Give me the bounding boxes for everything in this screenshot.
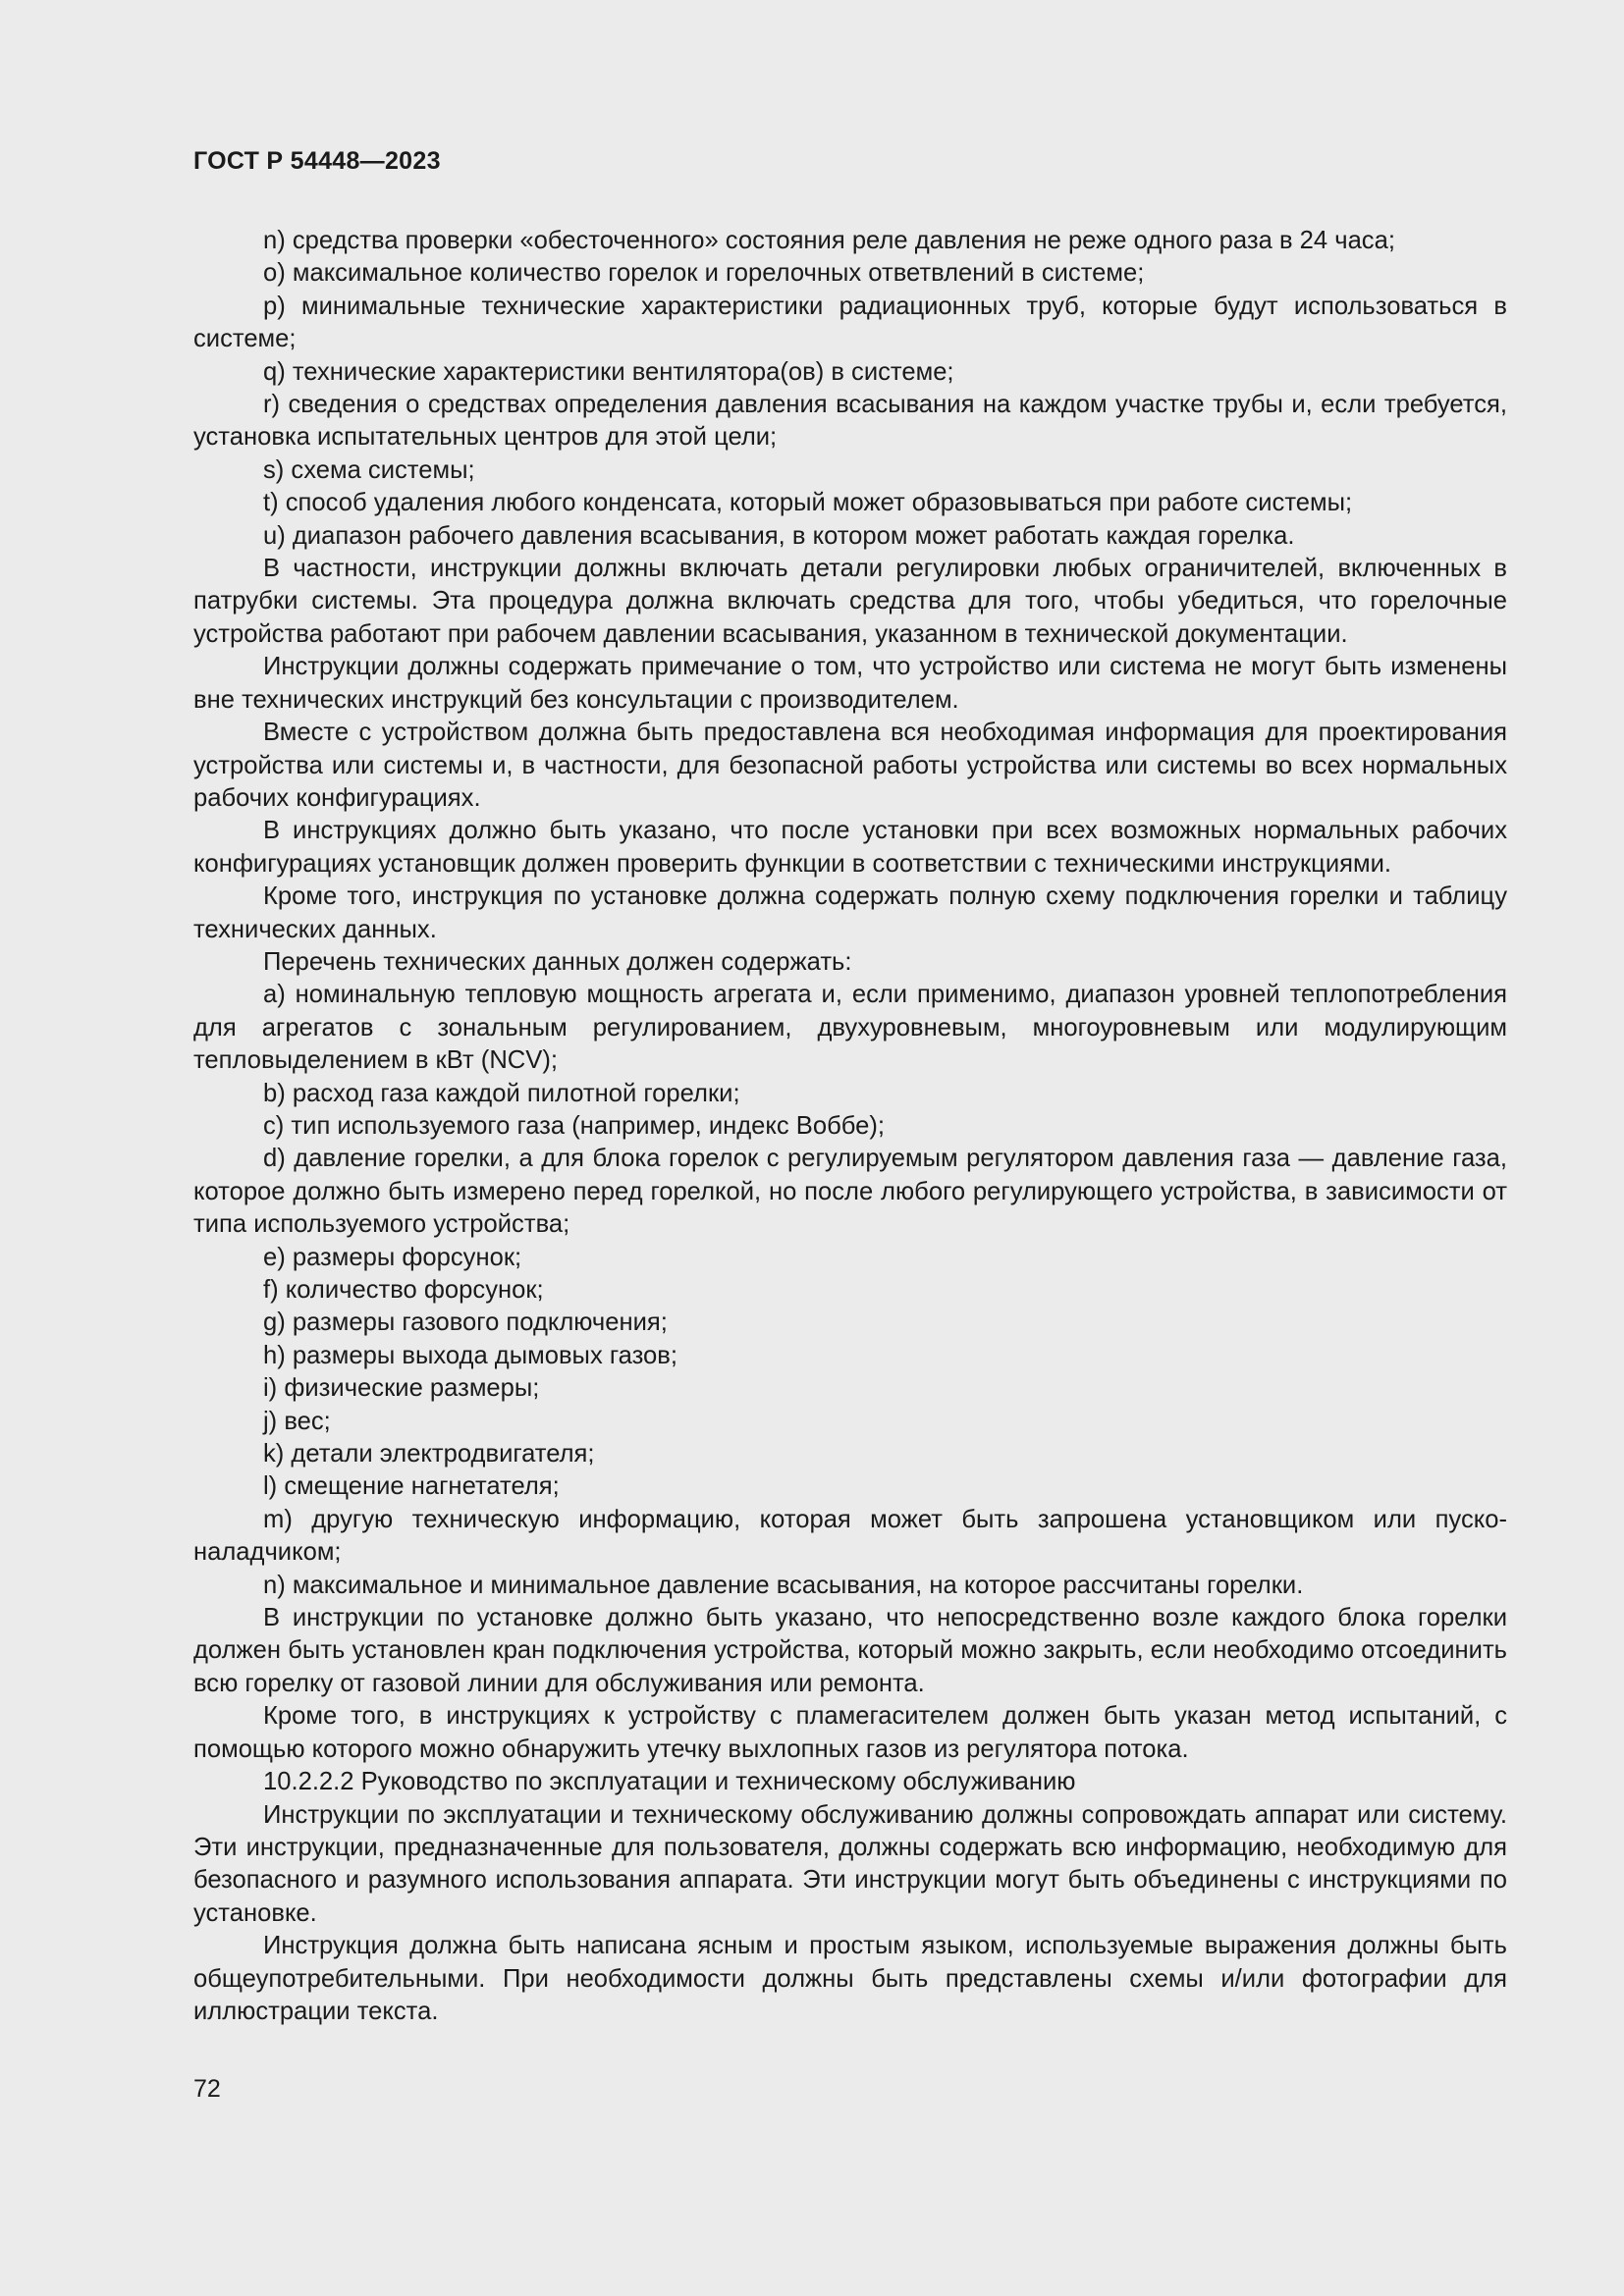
document-body [193,225,1507,2028]
paragraph: c) тип используемого газа (например, индекс Воббе); [263,1111,886,1140]
paragraph: f) количество форсунок; [263,1276,544,1304]
paragraph: q) технические характеристики вентилятора(ов) в системе; [263,357,954,386]
paragraph: Кроме того, инструкция по установке должна содержать полную схему подключения горелки и таблицу технических данных. [193,882,1507,943]
paragraph: В инструкции по установке должно быть указано, что непосредственно возле каждого блока горелки должен быть установлен кран подключения устройства, который можно закрыть, если необходимо отсоединить всю горелку от газовой линии для обслуживания или ремонта. [193,1604,1507,1697]
paragraph: В инструкциях должно быть указано, что после установки при всех возможных нормальных рабочих конфигурациях установщик должен проверить функции в соответствии с техническими инструкциями. [193,817,1507,878]
paragraph: Кроме того, в инструкциях к устройству с пламегасителем должен быть указан метод испытаний, с помощью которого можно обнаружить утечку выхлопных газов из регулятора потока. [193,1702,1507,1763]
paragraph: s) схема системы; [263,455,475,484]
document-header: ГОСТ Р 54448—2023 [193,147,441,175]
paragraph: n) максимальное и минимальное давление всасывания, на которое рассчитаны горелки. [263,1571,1304,1599]
paragraph: o) максимальное количество горелок и горелочных ответвлений в системе; [263,259,1145,288]
paragraph: a) номинальную тепловую мощность агрегата и, если применимо, диапазон уровней теплопотребления для агрегатов с зональным регулированием, двухуровневым, многоуровневым или модулирующим тепловыделением в кВт (NCV); [193,981,1507,1075]
paragraph: i) физические размеры; [263,1374,540,1403]
paragraph: u) диапазон рабочего давления всасывания, в котором может работать каждая горелка. [263,521,1295,550]
paragraph: m) другую техническую информацию, которая может быть запрошена установщиком или пусконаладчиком; [193,1505,1507,1567]
paragraph: Перечень технических данных должен содержать: [263,947,852,976]
paragraph: j) вес; [263,1407,331,1435]
paragraph: h) размеры выхода дымовых газов; [263,1341,677,1369]
paragraph: b) расход газа каждой пилотной горелки; [263,1079,740,1107]
paragraph: Вместе с устройством должна быть предоставлена вся необходимая информация для проектирования устройства или системы и, в частности, для безопасной работы устройства или системы во всех нормальных рабочих конфигурациях. [193,719,1507,812]
paragraph: e) размеры форсунок; [263,1243,522,1271]
page-number: 72 [193,2075,221,2103]
paragraph: В частности, инструкции должны включать детали регулировки любых ограничителей, включенных в патрубки системы. Эта процедура должна включать средства для того, чтобы убедиться, что горелочные устройства работают при рабочем давлении всасывания, указанном в технической документации. [193,555,1507,648]
paragraph: d) давление горелки, а для блока горелок с регулируемым регулятором давления газа — давление газа, которое должно быть измерено перед горелкой, но после любого регулирующего устройства, в зависимости от типа используемого устройства; [193,1145,1507,1239]
section-heading: 10.2.2.2 Руководство по эксплуатации и техническому обслуживанию [263,1768,1076,1796]
paragraph: k) детали электродвигателя; [263,1440,595,1468]
paragraph: Инструкция должна быть написана ясным и простым языком, используемые выражения должны быть общеупотребительными. При необходимости должны быть представлены схемы и/или фотографии для иллюстрации текста. [193,1932,1507,2025]
paragraph: p) минимальные технические характеристики радиационных труб, которые будут использоваться в системе; [193,292,1507,353]
paragraph: Инструкции по эксплуатации и техническому обслуживанию должны сопровождать аппарат или систему. Эти инструкции, предназначенные для пользователя, должны содержать всю информацию, необходимую для безопасного и разумного использования аппарата. Эти инструкции могут быть объединены с инструкциями по установке. [193,1800,1507,1927]
paragraph: n) средства проверки «обесточенного» состояния реле давления не реже одного раза в 24 часа; [263,227,1395,254]
paragraph: t) способ удаления любого конденсата, который может образовываться при работе системы; [263,489,1353,517]
paragraph: l) смещение нагнетателя; [263,1472,560,1501]
paragraph: g) размеры газового подключения; [263,1308,668,1337]
paragraph: r) сведения о средствах определения давления всасывания на каждом участке трубы и, если требуется, установка испытательных центров для этой цели; [193,391,1507,452]
paragraph: Инструкции должны содержать примечание о том, что устройство или система не могут быть изменены вне технических инструкций без консультации с производителем. [193,653,1507,714]
